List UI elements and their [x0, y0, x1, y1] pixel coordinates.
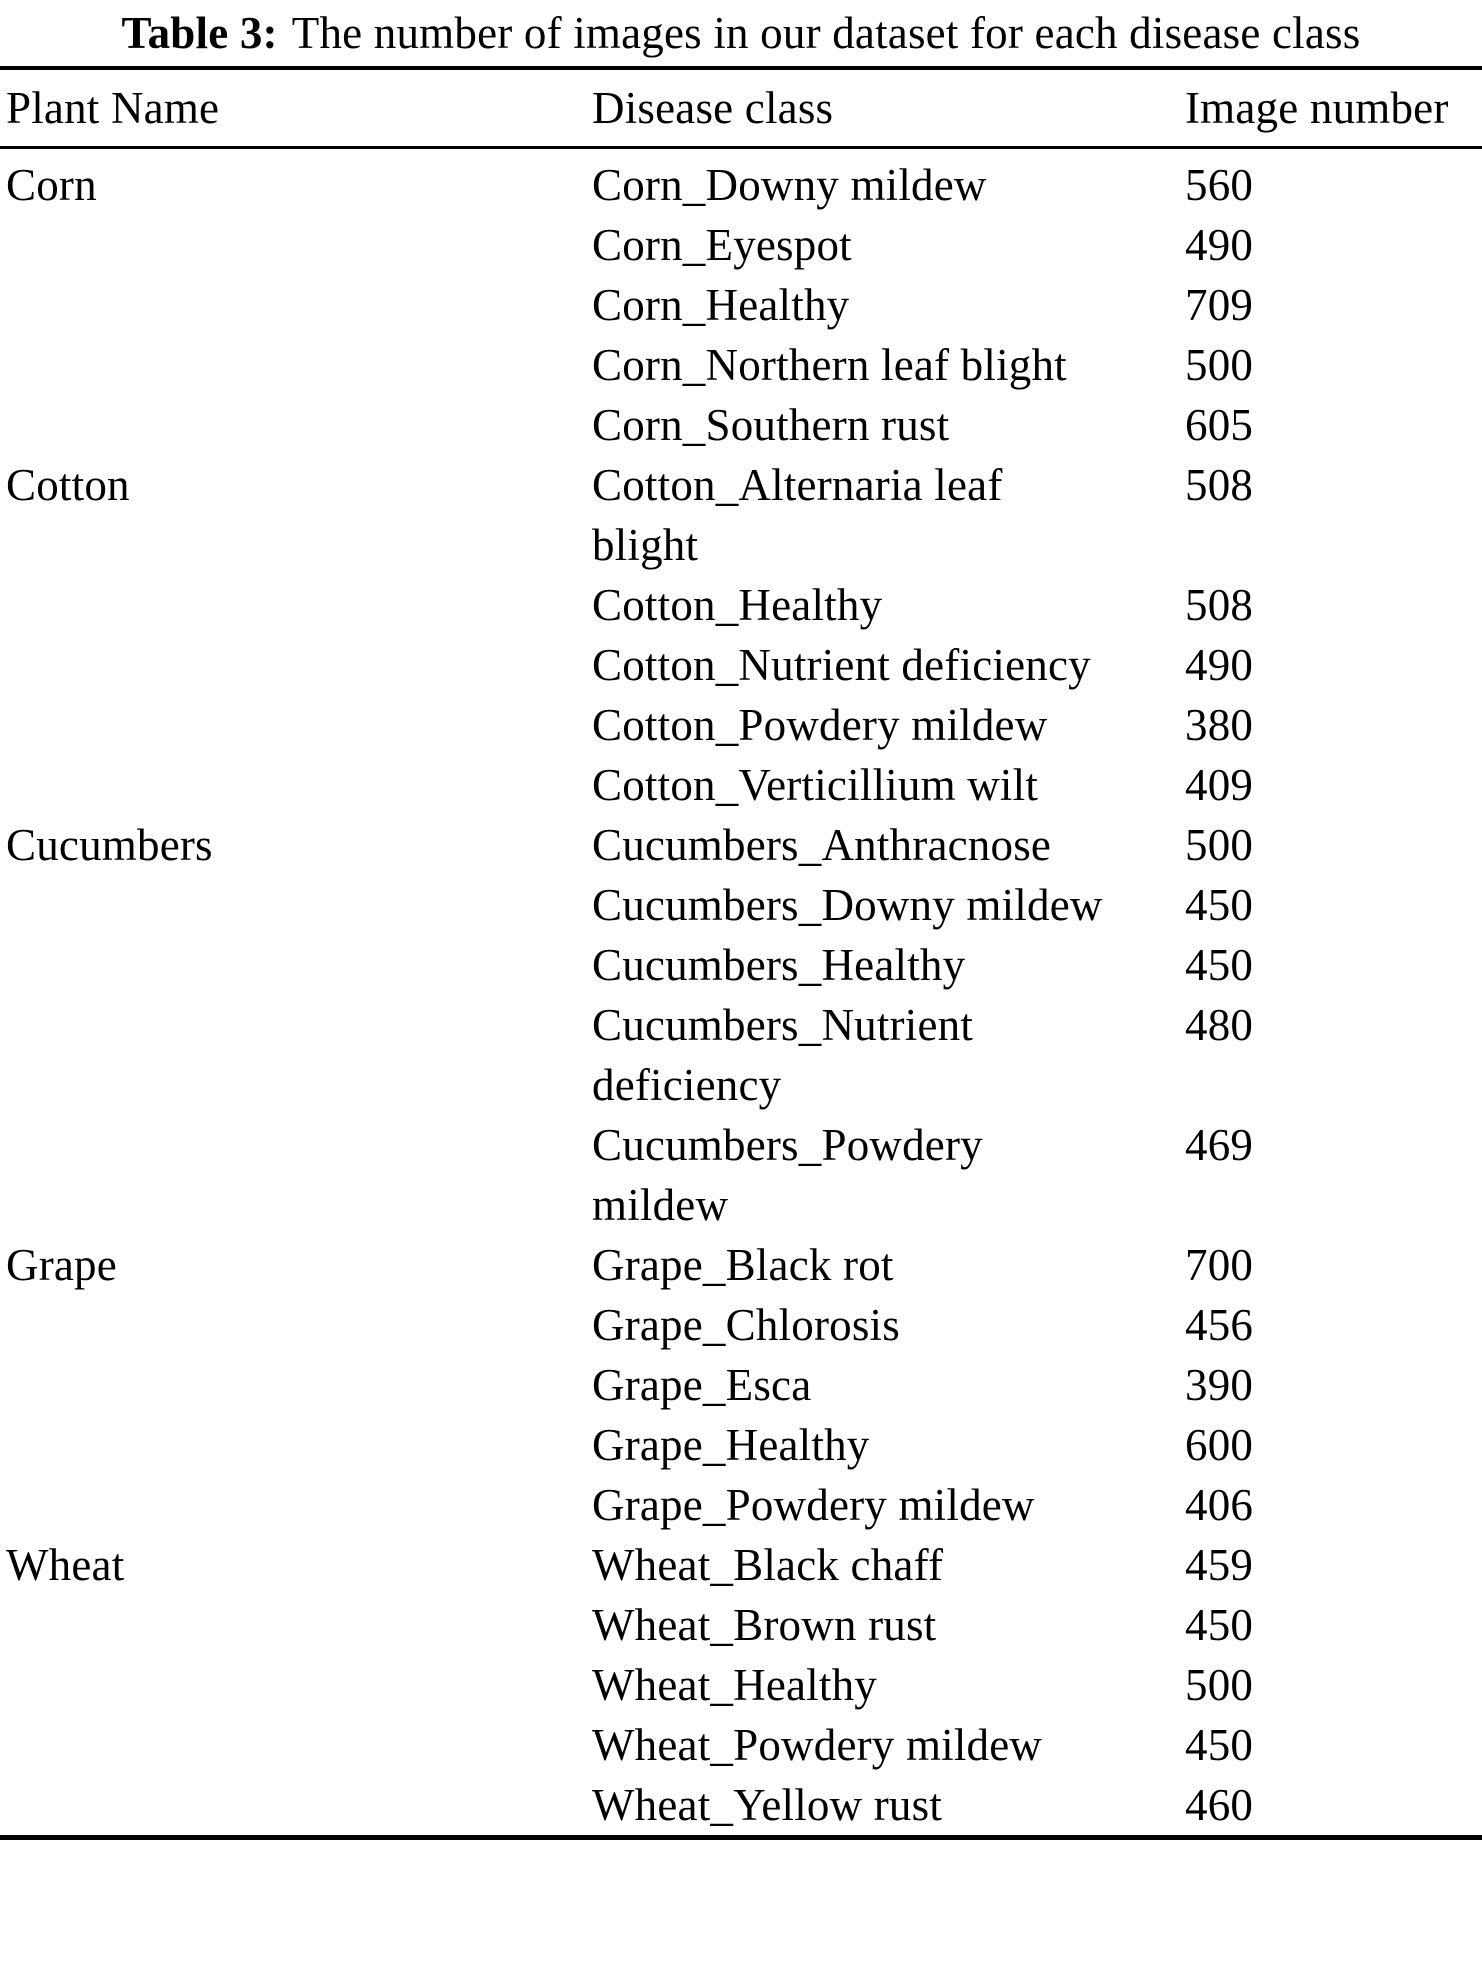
plant-cell	[0, 935, 592, 995]
count-cell: 709	[1185, 280, 1254, 330]
plant-cell	[0, 1295, 592, 1355]
count-cell: 500	[1185, 1660, 1254, 1710]
table-caption-text: The number of images in our dataset for each disease class	[291, 8, 1361, 58]
plant-cell: Grape	[6, 1240, 117, 1290]
plant-cell	[0, 575, 592, 635]
table-row	[0, 575, 1482, 635]
plant-cell: Cucumbers	[6, 820, 213, 870]
disease-cell: Wheat_Black chaff	[592, 1540, 944, 1590]
plant-cell	[0, 995, 592, 1115]
count-cell: 508	[1185, 460, 1254, 510]
count-cell: 560	[1185, 160, 1254, 210]
count-cell: 605	[1185, 400, 1254, 450]
plant-cell	[0, 1715, 592, 1775]
plant-cell	[0, 875, 592, 935]
count-cell: 469	[1185, 1120, 1254, 1170]
table-row	[0, 1115, 1482, 1235]
plant-cell: Wheat	[6, 1540, 125, 1590]
table-row	[0, 1415, 1482, 1475]
plant-cell	[0, 215, 592, 275]
table-row	[0, 695, 1482, 755]
table-row	[0, 935, 1482, 995]
plant-cell: Cotton	[6, 460, 130, 510]
count-cell: 390	[1185, 1360, 1254, 1410]
table-header	[0, 68, 1482, 148]
disease-cell: Cotton_Nutrient deficiency	[592, 640, 1091, 690]
count-cell: 600	[1185, 1420, 1254, 1470]
table-row	[0, 815, 1482, 875]
count-cell: 500	[1185, 820, 1254, 870]
table-row	[0, 1775, 1482, 1838]
disease-cell: Corn_Downy mildew	[592, 160, 987, 210]
count-cell: 490	[1185, 220, 1254, 270]
table-caption	[0, 0, 1482, 66]
table-row	[0, 1355, 1482, 1415]
table-row	[0, 1655, 1482, 1715]
disease-cell: Grape_Chlorosis	[592, 1300, 900, 1350]
plant-cell	[0, 335, 592, 395]
disease-cell: Cucumbers_Powdery mildew	[592, 1120, 983, 1230]
count-cell: 450	[1185, 880, 1254, 930]
plant-cell	[0, 395, 592, 455]
table-row	[0, 1535, 1482, 1595]
disease-cell: Grape_Powdery mildew	[592, 1480, 1035, 1530]
disease-cell: Cucumbers_Healthy	[592, 940, 966, 990]
count-cell: 700	[1185, 1240, 1254, 1290]
disease-cell: Cucumbers_Nutrient deficiency	[592, 1000, 974, 1110]
table-row	[0, 635, 1482, 695]
count-cell: 459	[1185, 1540, 1254, 1590]
header-disease-class: Disease class	[592, 68, 1185, 148]
plant-cell	[0, 695, 592, 755]
header-row	[0, 68, 1482, 148]
disease-cell: Cotton_Alternaria leaf blight	[592, 460, 1003, 570]
table-row	[0, 755, 1482, 815]
table-row	[0, 875, 1482, 935]
count-cell: 450	[1185, 1720, 1254, 1770]
table-row	[0, 1295, 1482, 1355]
plant-cell	[0, 755, 592, 815]
plant-cell	[0, 1595, 592, 1655]
count-cell: 460	[1185, 1780, 1254, 1830]
disease-cell: Corn_Southern rust	[592, 400, 950, 450]
table-row	[0, 148, 1482, 216]
count-cell: 456	[1185, 1300, 1254, 1350]
disease-cell: Cucumbers_Downy mildew	[592, 880, 1103, 930]
count-cell: 406	[1185, 1480, 1254, 1530]
disease-cell: Cotton_Verticillium wilt	[592, 760, 1039, 810]
count-cell: 409	[1185, 760, 1254, 810]
table-row	[0, 335, 1482, 395]
disease-cell: Wheat_Brown rust	[592, 1600, 937, 1650]
disease-cell: Wheat_Yellow rust	[592, 1780, 943, 1830]
table-row	[0, 1235, 1482, 1295]
disease-cell: Cucumbers_Anthracnose	[592, 820, 1052, 870]
plant-cell	[0, 1775, 592, 1838]
count-cell: 480	[1185, 1000, 1254, 1050]
plant-cell: Corn	[6, 160, 97, 210]
table-row	[0, 1475, 1482, 1535]
plant-cell	[0, 1115, 592, 1235]
count-cell: 508	[1185, 580, 1254, 630]
disease-cell: Grape_Black rot	[592, 1240, 894, 1290]
table-row	[0, 275, 1482, 335]
disease-cell: Wheat_Healthy	[592, 1660, 877, 1710]
disease-cell: Cotton_Powdery mildew	[592, 700, 1048, 750]
table-row	[0, 1595, 1482, 1655]
count-cell: 500	[1185, 340, 1254, 390]
disease-cell: Corn_Healthy	[592, 280, 850, 330]
disease-cell: Corn_Northern leaf blight	[592, 340, 1067, 390]
table-row	[0, 455, 1482, 575]
plant-cell	[0, 635, 592, 695]
table-row	[0, 215, 1482, 275]
table-caption-label: Table 3:	[121, 8, 278, 58]
plant-cell	[0, 1355, 592, 1415]
plant-cell	[0, 1415, 592, 1475]
plant-cell	[0, 1655, 592, 1715]
disease-cell: Grape_Esca	[592, 1360, 812, 1410]
header-image-number: Image number	[1185, 68, 1482, 148]
disease-cell: Grape_Healthy	[592, 1420, 870, 1470]
table-row	[0, 1715, 1482, 1775]
table-row	[0, 995, 1482, 1115]
disease-cell: Cotton_Healthy	[592, 580, 883, 630]
count-cell: 490	[1185, 640, 1254, 690]
table-row	[0, 395, 1482, 455]
count-cell: 450	[1185, 940, 1254, 990]
disease-cell: Wheat_Powdery mildew	[592, 1720, 1043, 1770]
table-body	[0, 148, 1482, 1838]
plant-cell	[0, 1475, 592, 1535]
header-plant-name: Plant Name	[0, 68, 592, 148]
count-cell: 380	[1185, 700, 1254, 750]
count-cell: 450	[1185, 1600, 1254, 1650]
disease-cell: Corn_Eyespot	[592, 220, 852, 270]
plant-cell	[0, 275, 592, 335]
dataset-table	[0, 66, 1482, 1840]
